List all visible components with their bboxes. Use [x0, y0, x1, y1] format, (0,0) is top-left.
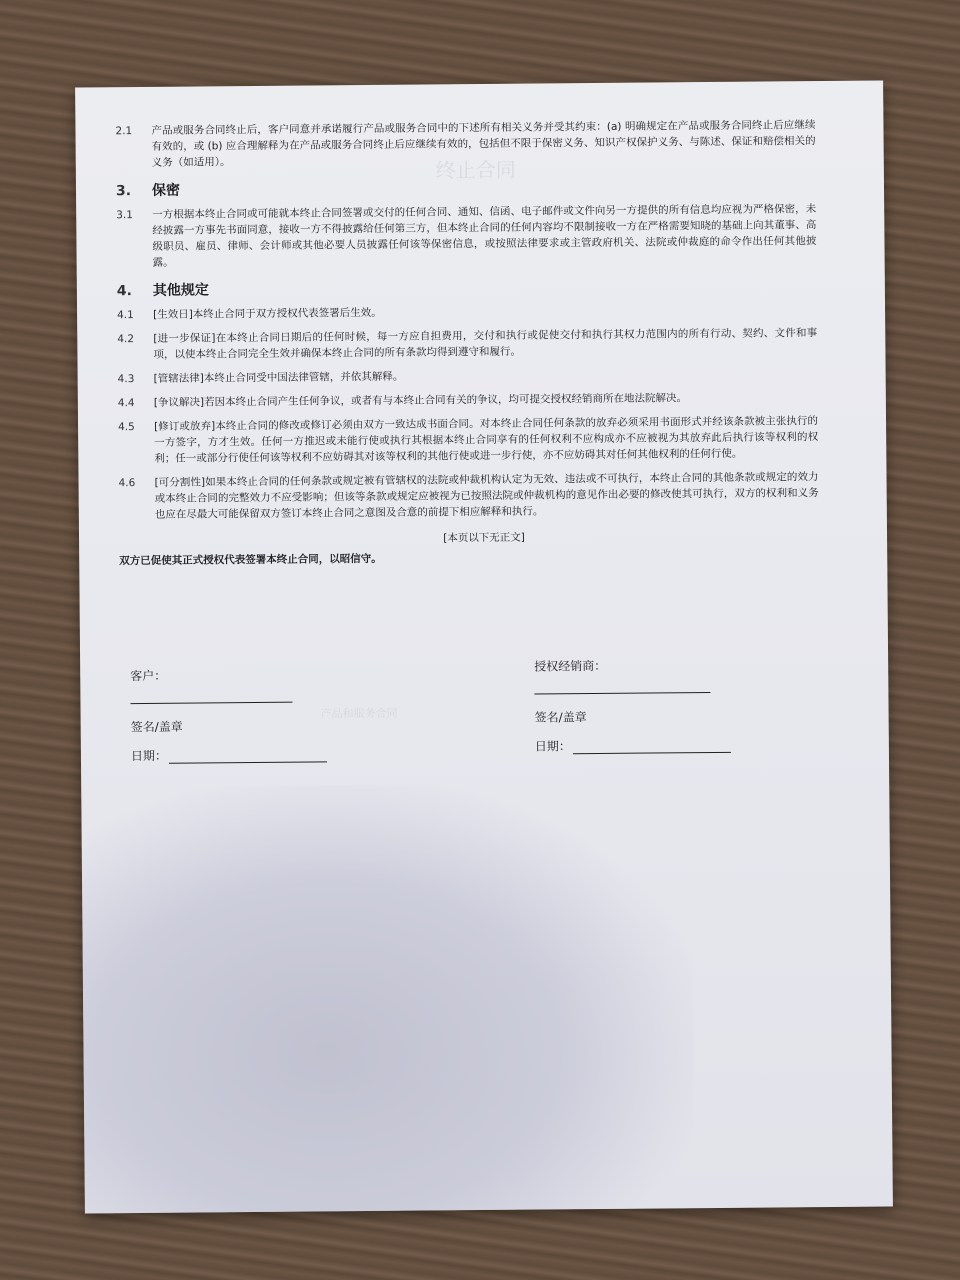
clause-3-1: [116, 201, 817, 271]
clause-number: 4.6: [118, 477, 136, 490]
dealer-date-line[interactable]: [573, 751, 731, 754]
clause-4-1: [117, 301, 817, 323]
clause-2-1: [115, 117, 815, 171]
signature-block: [130, 658, 830, 764]
section-number: 4.: [116, 283, 133, 300]
clause-number: 4.4: [117, 397, 135, 410]
clause-4-2: [117, 325, 817, 363]
clause-number: 4.5: [118, 421, 135, 434]
document-page: 终止合同 产品和服务合同 2.1 产品或服务合同终止后，客户同意并承诺履行产品或服务合同中的下述所有相关义务并受其约束：(a) 明确规定在产品或服务合同终止后应继续有效的，或 (b) 应合理解释为在产品或服务合同终止后应继续有效的，包括但不限于保密义务、知识产权保护义务、与陈述、保证和赔偿相关的义务（如适用）。 3. 保密 3.1 一方根据本终止合同或可能就本终止合同签署或交付的任何合同、通知、信函、电子邮件或文件向另一方提供的所有信息均应视为严格保密，未经披露一方事先书面同意，接收一方不得披露给任何第三方，但本终止合同的任何内容均不限制接收一方在严格需要知晓的基础上向其董事、高级职员、雇员、律师、会计师或其他必要人员披露任何该等保密信息，或按照法律要求或主管政府机关、法院或仲裁庭的命令作出任何其他披露。 4. 其他规定 4.1 [生效日]本终止合同于双方授权代表签署后生效。 4.2 [进一步保证]在本终止合同日期后的任何时候，每一方应自担费用，交付和执行或促使交付和执行其权力范围内的所有行动、契约、文件和事项，以使本终止合同完全生效并确保本终止合同的所有条款均得到遵守和履行。 4.3 [管辖法律]本终止合同受中国法律管辖，并依其解释。 4.4 [争议解决]若因本终止合同产生任何争议，或者有与本终止合同有关的争议，均可提交授权经销商所在地法院解决。 4.5 [修订或放弃]本终止合同的修改或修订必须由双方一致达成书面合同。对本终止合同任何条款的放弃必须采用书面形式并经该条款被主张执行的一方签字，方才生效。任何一方推迟或未能行使或执行其根据本终止合同享有的任何权利不应构成亦不应被视为其放弃此后执行该等权利的权利；任一或部分行使任何该等权利不应妨碍其对该等权利的其他行使或进一步行使，亦不应妨碍其对任何其他权利的任何行使。 4.6 [可分割性]如果本终止合同的任何条款或规定被有管辖权的法院或仲裁机构认定为无效、违法或不可执行，本终止合同的其他条款或规定的效力或本终止合同的完整效力不应受影响；但该等条款或规定应被视为已按照法院或仲裁机构的意见作出必要的修改使其可执行，双方的权利和义务也应在尽最大可能保留双方签订本终止合同之意图及合意的前提下相应解释和执行。 [本页以下无正文] 双方已促使其正式授权代表签署本终止合同，以昭信守。 客户： 签名/盖章 日期： 授权经销商： 签名/盖章 日期：: [75, 80, 893, 1213]
section-4-heading: [117, 277, 817, 299]
dealer-signature-line[interactable]: [534, 691, 710, 695]
customer-label: 客户：: [130, 668, 167, 684]
clause-number: 3.1: [116, 209, 133, 222]
end-of-text-marker: [本页以下无正文]: [443, 531, 525, 545]
customer-date-line[interactable]: [169, 760, 327, 763]
clause-number: 4.2: [117, 333, 135, 346]
clause-4-4: [118, 389, 818, 411]
dealer-signature: [534, 655, 775, 754]
section-title: 其他规定: [152, 282, 209, 299]
date-label: 日期：: [130, 748, 168, 764]
clause-text: [争议解决]若因本终止合同产生任何争议，或者有与本终止合同有关的争议，均可提交授权经销商所在地法院解决。: [153, 392, 688, 409]
clause-text: [生效日]本终止合同于双方授权代表签署后生效。: [153, 306, 382, 321]
section-number: 3.: [115, 183, 132, 200]
customer-signature-line[interactable]: [130, 701, 292, 704]
sign-seal-label: 签名/盖章: [130, 719, 183, 735]
customer-signature: [130, 665, 371, 764]
section-3-heading: [116, 177, 816, 199]
clause-number: 2.1: [115, 125, 133, 138]
clause-text: 一方根据本终止合同或可能就本终止合同签署或交付的任何合同、通知、信函、电子邮件或文件向另一方提供的所有信息均应视为严格保密，未经披露一方事先书面同意，接收一方不得披露给任何第三方，但本终止合同的任何内容均不限制接收一方在严格需要知晓的基础上向其董事、高级职员、雇员、律师、会计师或其他必要人员披露任何该等保密信息，或按照法律要求或主管政府机关、法院或仲裁庭的命令作出任何其他披露。: [152, 203, 817, 269]
clause-text: 产品或服务合同终止后，客户同意并承诺履行产品或服务合同中的下述所有相关义务并受其约束：(a) 明确规定在产品或服务合同终止后应继续有效的，或 (b) 应合理解释为在产品或服务合同终止后应继续有效的，包括但不限于保密义务、知识产权保护义务、与陈述、保证和赔偿相关的义务（如适用）。: [151, 119, 816, 169]
clause-text: [进一步保证]在本终止合同日期后的任何时候，每一方应自担费用，交付和执行或促使交付和执行其权力范围内的所有行动、契约、文件和事项，以使本终止合同完全生效并确保本终止合同的所有条款均得到遵守和履行。: [153, 327, 818, 361]
clause-4-6: [118, 469, 818, 523]
section-title: 保密: [151, 182, 181, 199]
clause-number: 4.3: [117, 373, 135, 386]
clause-text: [修订或放弃]本终止合同的修改或修订必须由双方一致达成书面合同。对本终止合同任何条款的放弃必须采用书面形式并经该条款被主张执行的一方签字，方才生效。任何一方推迟或未能行使或执行其根据本终止合同享有的任何权利不应构成亦不应被视为其放弃此后执行该等权利的权利；任一或部分行使任何该等权利不应妨碍其对该等权利的其他行使或进一步行使，亦不应妨碍其对任何其他权利的任何行使。: [154, 415, 819, 465]
clause-number: 4.1: [117, 309, 134, 322]
clause-4-5: [118, 413, 818, 467]
clause-4-3: [118, 365, 818, 387]
dealer-label: 授权经销商：: [534, 658, 607, 674]
sign-seal-label: 签名/盖章: [534, 710, 587, 725]
date-label: 日期：: [534, 739, 571, 754]
clause-text: [管辖法律]本终止合同受中国法律管辖，并依其解释。: [153, 370, 404, 385]
hand-shadow: [81, 782, 695, 1213]
witness-statement: 双方已促使其正式授权代表签署本终止合同，以昭信守。: [119, 552, 382, 568]
document-body: [115, 117, 819, 579]
clause-text: [可分割性]如果本终止合同的任何条款或规定被有管辖权的法院或仲裁机构认定为无效、违法或不可执行，本终止合同的其他条款或规定的效力或本终止合同的完整效力不应受影响；但该等条款或规定应被视为已按照法院或仲裁机构的意见作出必要的修改使其可执行，双方的权利和义务也应在尽最大可能保留双方签订本终止合同之意图及合意的前提下相应解释和执行。: [154, 471, 819, 521]
